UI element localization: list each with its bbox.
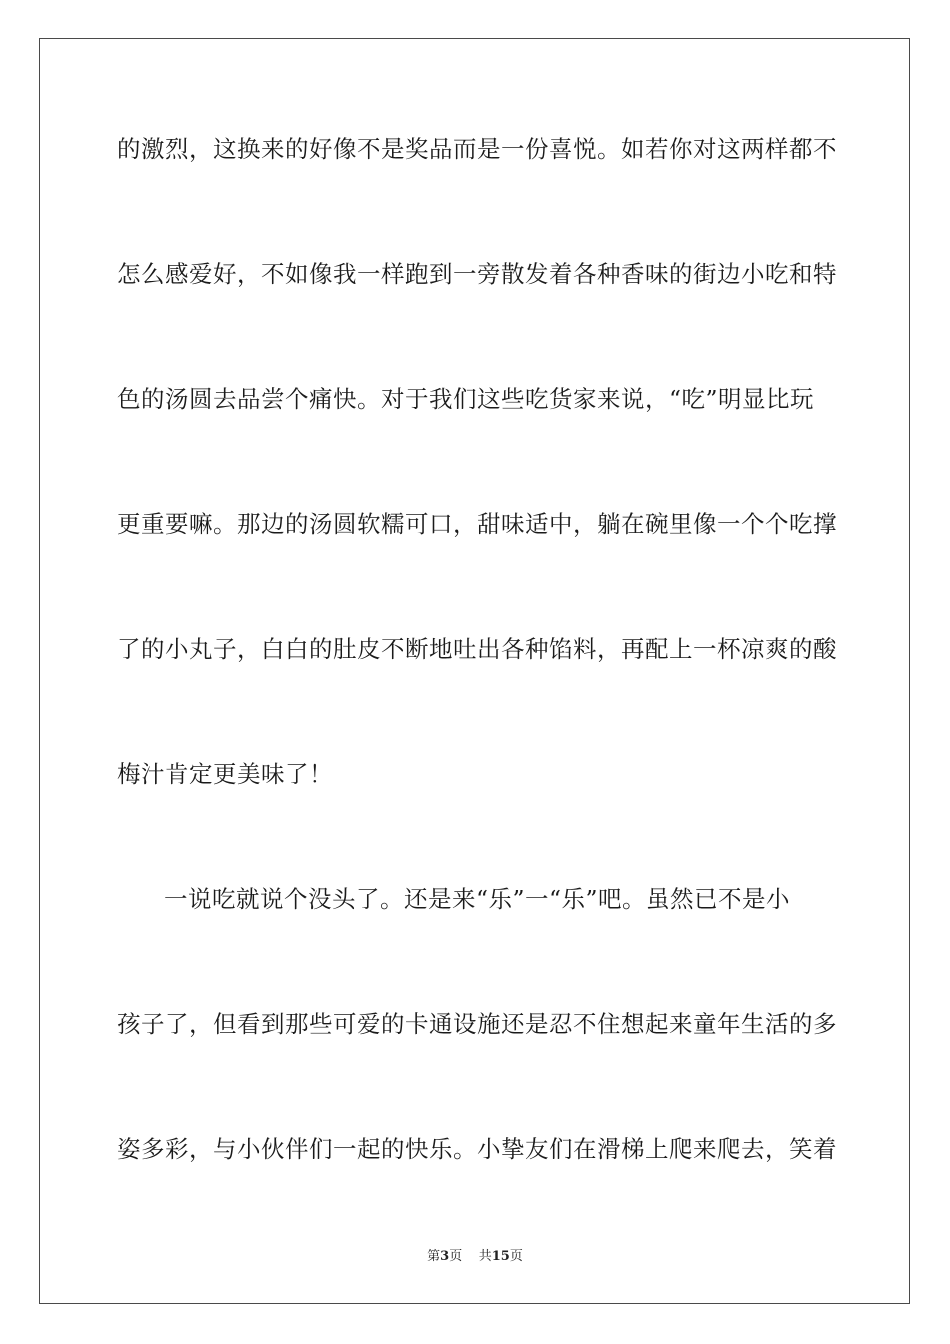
text-line: 姿多彩，与小伙伴们一起的快乐。小挚友们在滑梯上爬来爬去，笑着 bbox=[117, 1135, 837, 1163]
text-line: 怎么感爱好，不如像我一样跑到一旁散发着各种香味的街边小吃和特 bbox=[117, 260, 837, 288]
text-line: 孩子了，但看到那些可爱的卡通设施还是忍不住想起来童年生活的多 bbox=[117, 1010, 837, 1038]
text-line: 的激烈，这换来的好像不是奖品而是一份喜悦。如若你对这两样都不 bbox=[117, 135, 837, 163]
paragraph-first-line: 一说吃就说个没头了。还是来“乐”一“乐”吧。虽然已不是小 bbox=[164, 885, 791, 913]
page-footer bbox=[0, 1249, 950, 1265]
page-number: 第3页 bbox=[427, 1249, 463, 1264]
text-line: 梅汁肯定更美味了！ bbox=[117, 760, 333, 788]
page-total: 共15页 bbox=[478, 1249, 523, 1264]
text-line: 更重要嘛。那边的汤圆软糯可口，甜味适中，躺在碗里像一个个吃撑 bbox=[117, 510, 837, 538]
page-border bbox=[39, 38, 910, 1304]
text-line: 色的汤圆去品尝个痛快。对于我们这些吃货家来说，“吃”明显比玩 bbox=[117, 385, 815, 413]
text-line: 了的小丸子，白白的肚皮不断地吐出各种馅料，再配上一杯凉爽的酸 bbox=[117, 635, 837, 663]
